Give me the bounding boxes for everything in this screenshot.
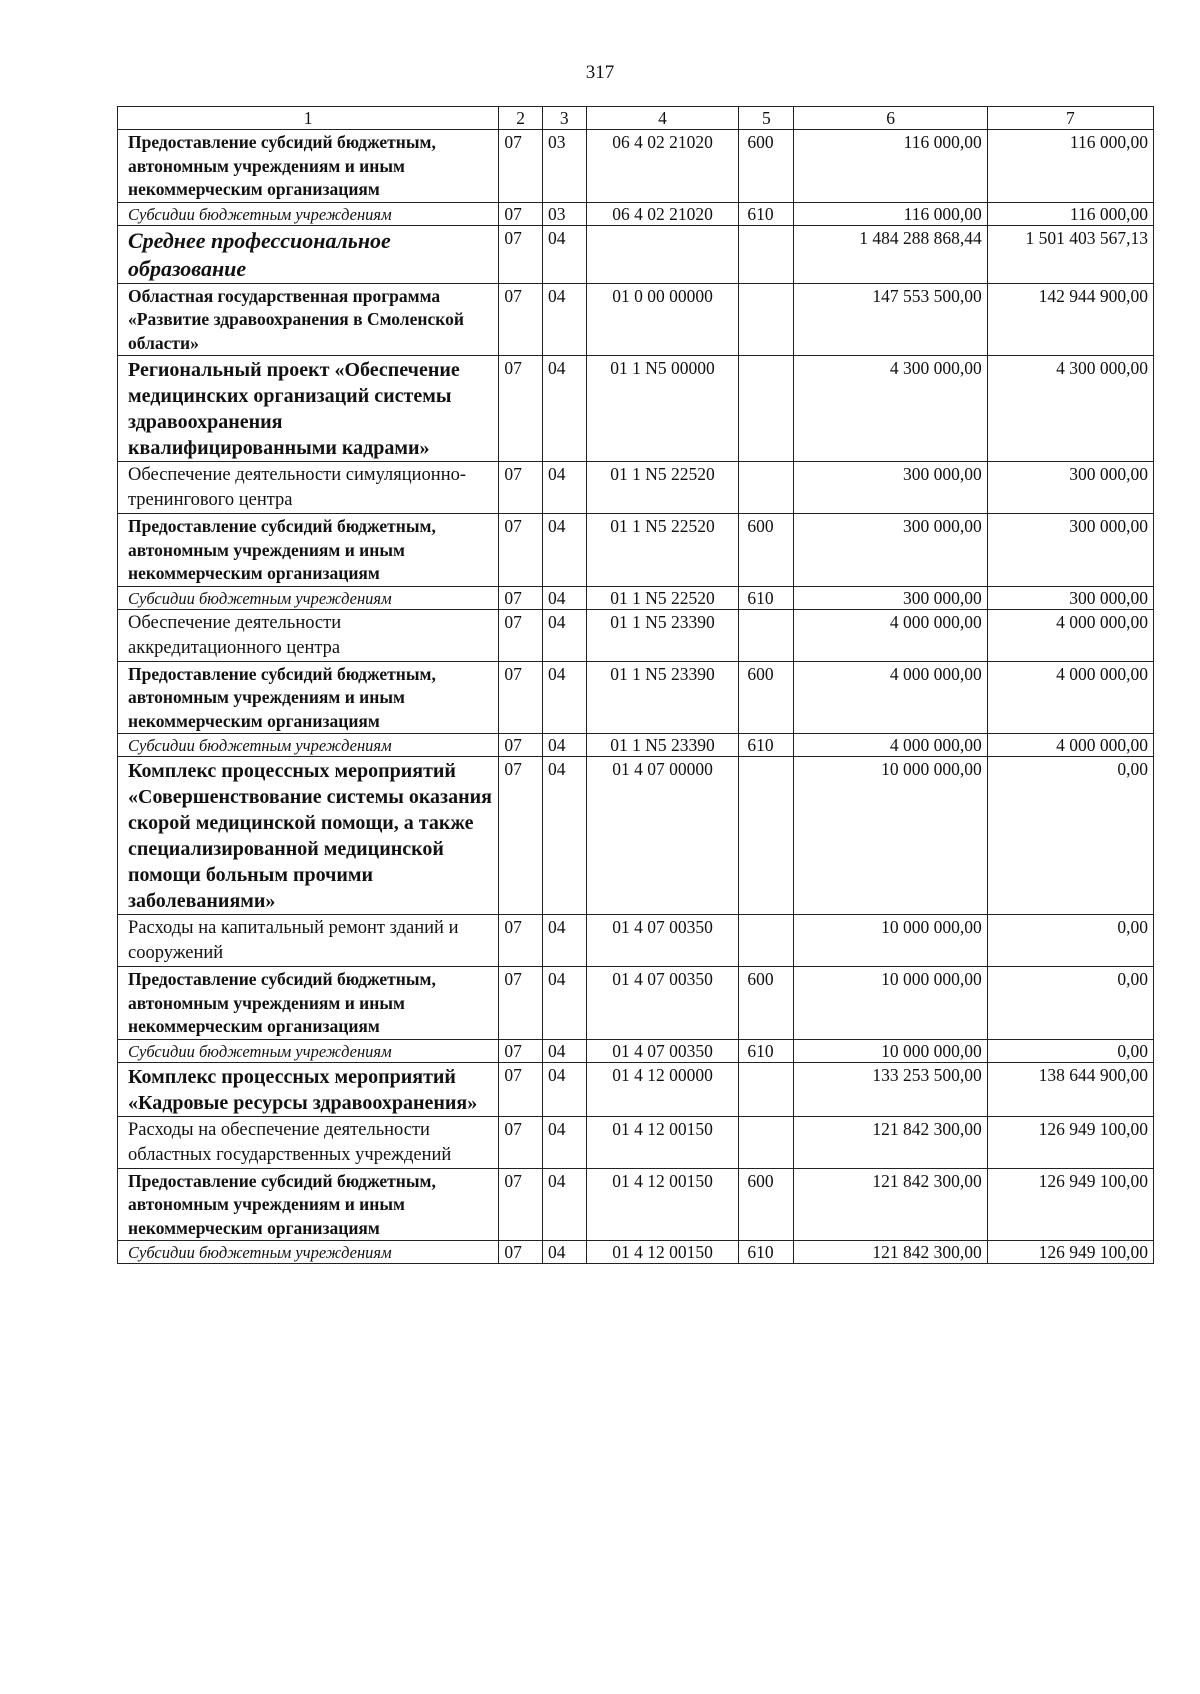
expense-type-cell	[739, 609, 794, 661]
amount-year-1-cell: 10 000 000,00	[794, 967, 987, 1040]
amount-year-2-cell: 0,00	[987, 1039, 1153, 1062]
section-code-cell: 07	[499, 1116, 543, 1168]
table-header-row	[118, 107, 1154, 130]
target-article-cell: 01 4 12 00150	[586, 1168, 739, 1241]
amount-year-2-cell: 300 000,00	[987, 586, 1153, 609]
section-code-cell: 07	[499, 225, 543, 283]
amount-year-1-cell: 300 000,00	[794, 586, 987, 609]
header-cell: 6	[794, 107, 987, 130]
expense-type-cell: 600	[739, 514, 794, 587]
target-article-cell: 01 1 N5 22520	[586, 514, 739, 587]
target-article-cell: 01 4 12 00150	[586, 1116, 739, 1168]
subsection-code-cell: 04	[542, 1062, 586, 1116]
header-cell: 7	[987, 107, 1153, 130]
row-name-cell: Обеспечение деятельности симуляционно-тренингового центра	[118, 462, 499, 514]
amount-year-1-cell: 4 000 000,00	[794, 734, 987, 757]
amount-year-1-cell: 116 000,00	[794, 202, 987, 225]
section-code-cell: 07	[499, 462, 543, 514]
amount-year-1-cell: 133 253 500,00	[794, 1062, 987, 1116]
amount-year-2-cell: 126 949 100,00	[987, 1241, 1153, 1264]
section-code-cell: 07	[499, 967, 543, 1040]
table-row	[118, 514, 1154, 587]
expense-type-cell	[739, 356, 794, 462]
amount-year-1-cell: 10 000 000,00	[794, 915, 987, 967]
amount-year-2-cell: 300 000,00	[987, 462, 1153, 514]
subsection-code-cell: 04	[542, 514, 586, 587]
table-row	[118, 586, 1154, 609]
table-row	[118, 356, 1154, 462]
subsection-code-cell: 04	[542, 586, 586, 609]
table-row	[118, 609, 1154, 661]
subsection-code-cell: 04	[542, 356, 586, 462]
amount-year-1-cell: 121 842 300,00	[794, 1241, 987, 1264]
amount-year-2-cell: 138 644 900,00	[987, 1062, 1153, 1116]
subsection-code-cell: 04	[542, 661, 586, 734]
expense-type-cell: 610	[739, 1241, 794, 1264]
subsection-code-cell: 04	[542, 1241, 586, 1264]
row-name-cell: Предоставление субсидий бюджетным, автономным учреждениям и иным некоммерческим организациям	[118, 967, 499, 1040]
table-row	[118, 661, 1154, 734]
amount-year-2-cell: 142 944 900,00	[987, 283, 1153, 356]
amount-year-2-cell: 1 501 403 567,13	[987, 225, 1153, 283]
expense-type-cell: 600	[739, 967, 794, 1040]
subsection-code-cell: 04	[542, 1116, 586, 1168]
subsection-code-cell: 04	[542, 225, 586, 283]
subsection-code-cell: 04	[542, 609, 586, 661]
table-row	[118, 225, 1154, 283]
subsection-code-cell: 04	[542, 967, 586, 1040]
target-article-cell: 01 4 07 00350	[586, 1039, 739, 1062]
table-row	[118, 462, 1154, 514]
table-row	[118, 130, 1154, 203]
amount-year-1-cell: 4 300 000,00	[794, 356, 987, 462]
subsection-code-cell: 04	[542, 734, 586, 757]
section-code-cell: 07	[499, 130, 543, 203]
table-row	[118, 202, 1154, 225]
expense-type-cell	[739, 462, 794, 514]
row-name-cell: Субсидии бюджетным учреждениям	[118, 1039, 499, 1062]
expense-type-cell	[739, 757, 794, 915]
header-cell: 1	[118, 107, 499, 130]
amount-year-1-cell: 147 553 500,00	[794, 283, 987, 356]
section-code-cell: 07	[499, 734, 543, 757]
table-row	[118, 967, 1154, 1040]
table-row	[118, 757, 1154, 915]
expense-type-cell	[739, 283, 794, 356]
amount-year-1-cell: 116 000,00	[794, 130, 987, 203]
subsection-code-cell: 04	[542, 757, 586, 915]
expense-type-cell: 610	[739, 586, 794, 609]
header-cell: 4	[586, 107, 739, 130]
row-name-cell: Субсидии бюджетным учреждениям	[118, 586, 499, 609]
target-article-cell: 01 4 12 00150	[586, 1241, 739, 1264]
amount-year-2-cell: 116 000,00	[987, 202, 1153, 225]
subsection-code-cell: 03	[542, 202, 586, 225]
expense-type-cell	[739, 915, 794, 967]
row-name-cell: Обеспечение деятельности аккредитационного центра	[118, 609, 499, 661]
subsection-code-cell: 03	[542, 130, 586, 203]
section-code-cell: 07	[499, 283, 543, 356]
row-name-cell: Субсидии бюджетным учреждениям	[118, 202, 499, 225]
expense-type-cell: 600	[739, 1168, 794, 1241]
expense-type-cell: 610	[739, 202, 794, 225]
target-article-cell: 01 0 00 00000	[586, 283, 739, 356]
table-row	[118, 1039, 1154, 1062]
subsection-code-cell: 04	[542, 1039, 586, 1062]
section-code-cell: 07	[499, 1241, 543, 1264]
amount-year-2-cell: 0,00	[987, 967, 1153, 1040]
amount-year-2-cell: 4 000 000,00	[987, 661, 1153, 734]
section-code-cell: 07	[499, 757, 543, 915]
expense-type-cell	[739, 1116, 794, 1168]
section-code-cell: 07	[499, 356, 543, 462]
expense-type-cell: 600	[739, 661, 794, 734]
section-code-cell: 07	[499, 1168, 543, 1241]
budget-table	[117, 106, 1154, 1264]
row-name-cell: Областная государственная программа «Развитие здравоохранения в Смоленской области»	[118, 283, 499, 356]
header-cell: 3	[542, 107, 586, 130]
table-row	[118, 1116, 1154, 1168]
section-code-cell: 07	[499, 1062, 543, 1116]
expense-type-cell: 610	[739, 734, 794, 757]
amount-year-2-cell: 126 949 100,00	[987, 1116, 1153, 1168]
target-article-cell	[586, 225, 739, 283]
row-name-cell: Среднее профессиональное образование	[118, 225, 499, 283]
amount-year-2-cell: 300 000,00	[987, 514, 1153, 587]
page-number: 317	[585, 62, 615, 83]
subsection-code-cell: 04	[542, 283, 586, 356]
header-cell: 5	[739, 107, 794, 130]
row-name-cell: Предоставление субсидий бюджетным, автономным учреждениям и иным некоммерческим организациям	[118, 661, 499, 734]
amount-year-1-cell: 4 000 000,00	[794, 661, 987, 734]
amount-year-2-cell: 4 000 000,00	[987, 609, 1153, 661]
amount-year-1-cell: 300 000,00	[794, 462, 987, 514]
amount-year-2-cell: 116 000,00	[987, 130, 1153, 203]
amount-year-2-cell: 126 949 100,00	[987, 1168, 1153, 1241]
table-row	[118, 1168, 1154, 1241]
target-article-cell: 01 4 07 00350	[586, 915, 739, 967]
section-code-cell: 07	[499, 661, 543, 734]
target-article-cell: 01 4 07 00000	[586, 757, 739, 915]
row-name-cell: Субсидии бюджетным учреждениям	[118, 1241, 499, 1264]
amount-year-1-cell: 4 000 000,00	[794, 609, 987, 661]
target-article-cell: 01 1 N5 22520	[586, 462, 739, 514]
amount-year-2-cell: 0,00	[987, 915, 1153, 967]
table-row	[118, 915, 1154, 967]
subsection-code-cell: 04	[542, 1168, 586, 1241]
row-name-cell: Предоставление субсидий бюджетным, автономным учреждениям и иным некоммерческим организациям	[118, 1168, 499, 1241]
amount-year-1-cell: 10 000 000,00	[794, 1039, 987, 1062]
table-row	[118, 1062, 1154, 1116]
section-code-cell: 07	[499, 202, 543, 225]
amount-year-2-cell: 4 000 000,00	[987, 734, 1153, 757]
row-name-cell: Предоставление субсидий бюджетным, автономным учреждениям и иным некоммерческим организациям	[118, 514, 499, 587]
target-article-cell: 01 1 N5 22520	[586, 586, 739, 609]
section-code-cell: 07	[499, 915, 543, 967]
amount-year-1-cell: 121 842 300,00	[794, 1168, 987, 1241]
amount-year-1-cell: 1 484 288 868,44	[794, 225, 987, 283]
section-code-cell: 07	[499, 586, 543, 609]
table-row	[118, 1241, 1154, 1264]
target-article-cell: 01 4 12 00000	[586, 1062, 739, 1116]
row-name-cell: Субсидии бюджетным учреждениям	[118, 734, 499, 757]
target-article-cell: 01 4 07 00350	[586, 967, 739, 1040]
amount-year-1-cell: 10 000 000,00	[794, 757, 987, 915]
amount-year-2-cell: 4 300 000,00	[987, 356, 1153, 462]
table-row	[118, 734, 1154, 757]
expense-type-cell	[739, 225, 794, 283]
amount-year-1-cell: 300 000,00	[794, 514, 987, 587]
target-article-cell: 06 4 02 21020	[586, 202, 739, 225]
subsection-code-cell: 04	[542, 915, 586, 967]
row-name-cell: Расходы на обеспечение деятельности областных государственных учреждений	[118, 1116, 499, 1168]
row-name-cell: Расходы на капитальный ремонт зданий и сооружений	[118, 915, 499, 967]
amount-year-1-cell: 121 842 300,00	[794, 1116, 987, 1168]
row-name-cell: Предоставление субсидий бюджетным, автономным учреждениям и иным некоммерческим организациям	[118, 130, 499, 203]
target-article-cell: 01 1 N5 23390	[586, 734, 739, 757]
section-code-cell: 07	[499, 1039, 543, 1062]
target-article-cell: 01 1 N5 23390	[586, 609, 739, 661]
section-code-cell: 07	[499, 609, 543, 661]
row-name-cell: Региональный проект «Обеспечение медицинских организаций системы здравоохранения квалифицированными кадрами»	[118, 356, 499, 462]
header-cell: 2	[499, 107, 543, 130]
expense-type-cell: 610	[739, 1039, 794, 1062]
row-name-cell: Комплекс процессных мероприятий «Совершенствование системы оказания скорой медицинской помощи, а также специализированной медицинской помощи больным прочими заболеваниями»	[118, 757, 499, 915]
expense-type-cell: 600	[739, 130, 794, 203]
target-article-cell: 06 4 02 21020	[586, 130, 739, 203]
section-code-cell: 07	[499, 514, 543, 587]
budget-table-body	[118, 107, 1154, 1264]
table-row	[118, 283, 1154, 356]
subsection-code-cell: 04	[542, 462, 586, 514]
amount-year-2-cell: 0,00	[987, 757, 1153, 915]
row-name-cell: Комплекс процессных мероприятий «Кадровые ресурсы здравоохранения»	[118, 1062, 499, 1116]
target-article-cell: 01 1 N5 00000	[586, 356, 739, 462]
target-article-cell: 01 1 N5 23390	[586, 661, 739, 734]
expense-type-cell	[739, 1062, 794, 1116]
